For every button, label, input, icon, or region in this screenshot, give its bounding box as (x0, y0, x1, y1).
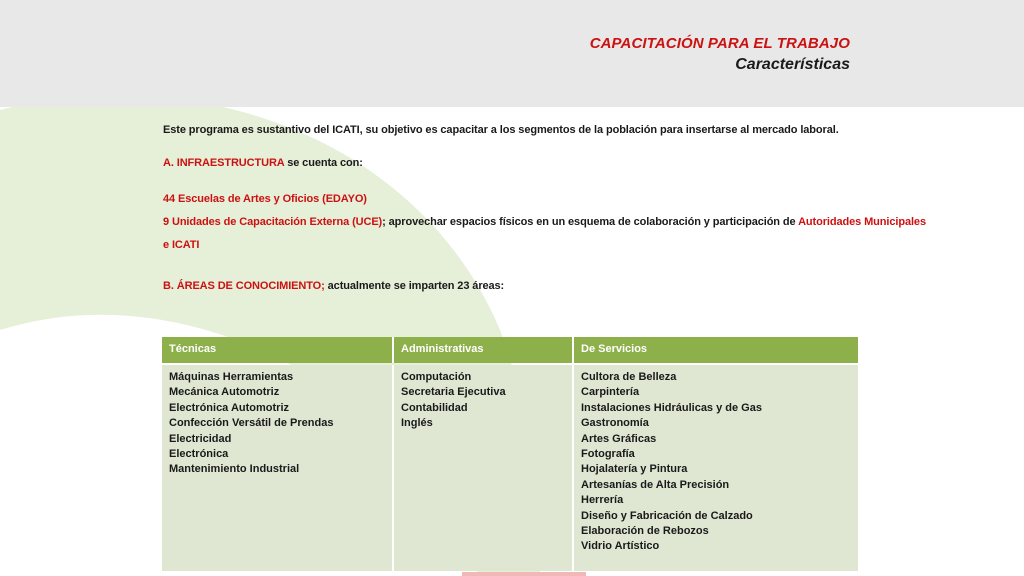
table-header-row (162, 337, 858, 363)
autoridades-label: Autoridades Municipales (798, 216, 926, 228)
section-a-item-2 (163, 216, 926, 228)
list-item: Gastronomía (581, 417, 649, 430)
section-a-item-1: 44 Escuelas de Artes y Oficios (EDAYO) (163, 193, 367, 205)
list-item: Fotografía (581, 448, 635, 461)
list-item: Diseño y Fabricación de Calzado (581, 509, 753, 522)
section-b-label: B. ÁREAS DE CONOCIMIENTO; (163, 280, 325, 292)
list-item: Computación (401, 371, 472, 383)
column-header-tecnicas: Técnicas (162, 337, 394, 363)
cell-servicios (574, 365, 858, 571)
section-a-item-2-end: e ICATI (163, 239, 200, 251)
areas-table (162, 337, 858, 571)
cell-tecnicas (162, 365, 394, 571)
list-item: Contabilidad (401, 401, 468, 414)
list-item: Herrería (581, 494, 624, 507)
list-item: Cultora de Belleza (581, 371, 677, 383)
list-item: Mantenimiento Industrial (169, 463, 300, 476)
list-item: Artes Gráficas (581, 432, 657, 445)
section-a-suffix: se cuenta con: (284, 157, 363, 169)
column-header-servicios: De Servicios (574, 337, 858, 363)
list-item: Instalaciones Hidráulicas y de Gas (581, 401, 762, 414)
list-item: Artesanías de Alta Precisión (581, 478, 730, 491)
intro-text: Este programa es sustantivo del ICATI, su objetivo es capacitar a los segmentos de la población para insertarse al mercado laboral. (163, 124, 839, 136)
header-band (0, 0, 1024, 107)
table-body-row (162, 365, 858, 571)
list-item: Electrónica Automotriz (169, 401, 289, 414)
list-item: Inglés (401, 417, 433, 430)
list-item: Confección Versátil de Prendas (169, 417, 334, 430)
cell-administrativas (394, 365, 574, 571)
list-item: Carpintería (581, 386, 640, 399)
list-item: Secretaria Ejecutiva (401, 386, 506, 399)
uce-description: ; aprovechar espacios físicos en un esquema de colaboración y participación de (382, 216, 799, 228)
list-item: Hojalatería y Pintura (581, 463, 688, 476)
list-item: Elaboración de Rebozos (581, 525, 709, 538)
decorative-strip (462, 572, 586, 576)
page-subtitle: Características (735, 56, 850, 73)
list-item: Mecánica Automotriz (169, 386, 280, 399)
section-b-suffix: actualmente se imparten 23 áreas: (324, 280, 505, 292)
section-a-label: A. INFRAESTRUCTURA (163, 157, 285, 169)
column-header-administrativas: Administrativas (394, 337, 574, 363)
page-title: CAPACITACIÓN PARA EL TRABAJO (589, 35, 850, 52)
list-item: Máquinas Herramientas (169, 371, 294, 383)
section-b-heading (163, 280, 504, 292)
list-item: Vidrio Artístico (581, 540, 660, 553)
list-item: Electricidad (169, 432, 232, 445)
section-a-heading (163, 157, 363, 169)
list-item: Electrónica (169, 448, 229, 461)
uce-label: 9 Unidades de Capacitación Externa (UCE) (163, 216, 383, 228)
